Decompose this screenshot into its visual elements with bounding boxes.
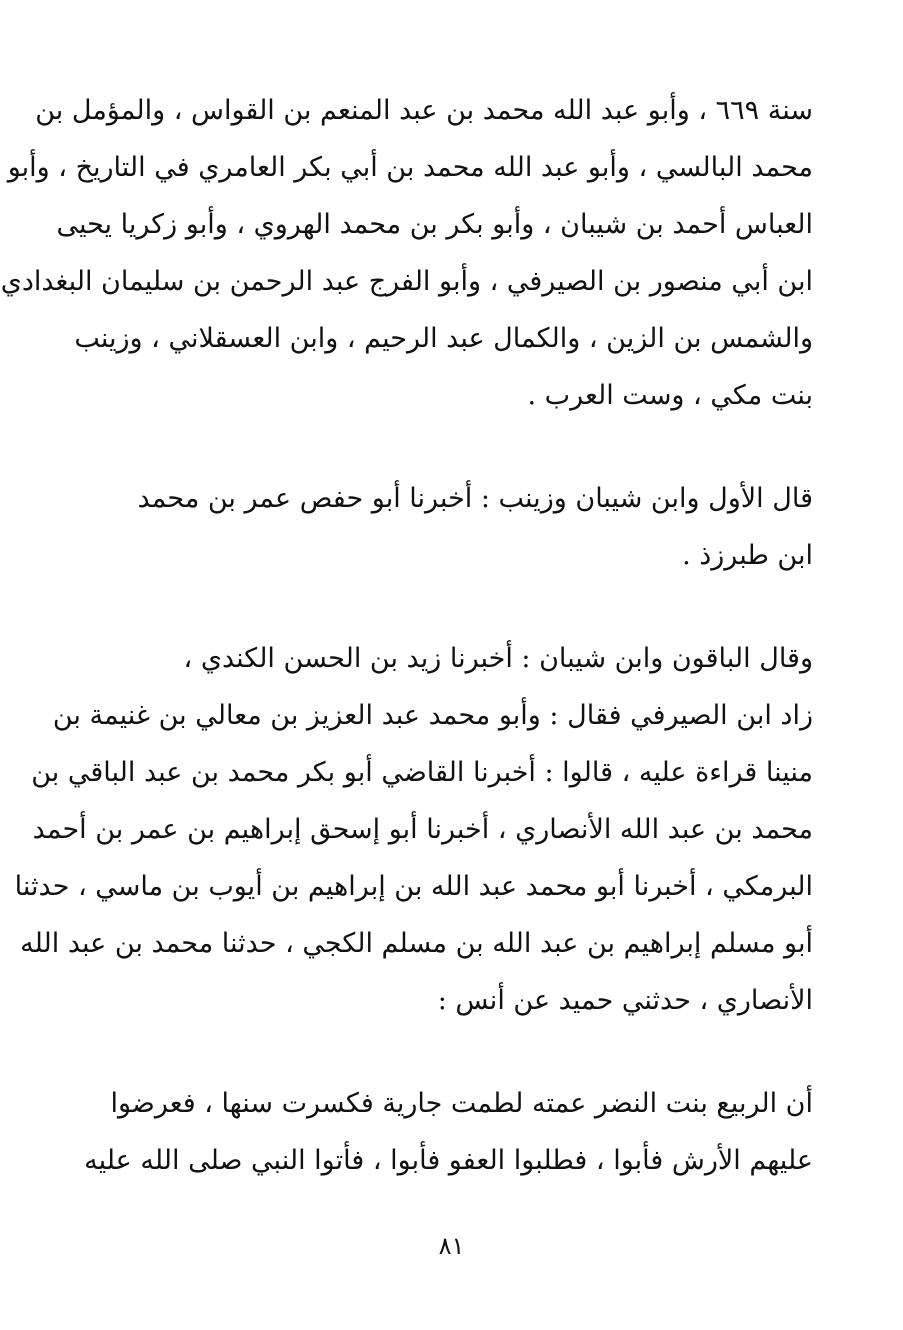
paragraph-4 <box>84 1075 813 1189</box>
text-line: البرمكي ، أخبرنا أبو محمد عبد الله بن إبراهيم بن أيوب بن ماسي ، حدثنا <box>14 871 813 902</box>
text-line: ابن طبرزذ . <box>682 540 813 571</box>
paragraph-gap <box>100 424 813 470</box>
text-line: الأنصاري ، حدثني حميد عن أنس : <box>437 985 813 1016</box>
page-number: ٨١ <box>438 1232 465 1260</box>
text-line: وقال الباقون وابن شيبان : أخبرنا زيد بن الحسن الكندي ، <box>183 643 813 674</box>
text-line: أبو مسلم إبراهيم بن عبد الله بن مسلم الكجي ، حدثنا محمد بن عبد الله <box>20 928 813 959</box>
text-line: محمد بن عبد الله الأنصاري ، أخبرنا أبو إسحق إبراهيم بن عمر بن أحمد <box>32 814 813 845</box>
text-line: عليهم الأرش فأبوا ، فطلبوا العفو فأبوا ، فأتوا النبي صلى الله عليه <box>84 1145 813 1176</box>
text-line: محمد البالسي ، وأبو عبد الله محمد بن أبي بكر العامري في التاريخ ، وأبو <box>7 152 813 183</box>
text-line: منينا قراءة عليه ، قالوا : أخبرنا القاضي أبو بكر محمد بن عبد الباقي بن <box>31 757 813 788</box>
text-line: قال الأول وابن شيبان وزينب : أخبرنا أبو حفص عمر بن محمد <box>137 483 813 514</box>
text-line: أن الربيع بنت النضر عمته لطمت جارية فكسرت سنها ، فعرضوا <box>110 1088 813 1119</box>
paragraph-3 <box>14 630 813 1029</box>
paragraph-1 <box>0 82 813 424</box>
paragraph-gap <box>100 584 813 630</box>
paragraph-2 <box>100 470 813 584</box>
text-line: والشمس بن الزين ، والكمال عبد الرحيم ، وابن العسقلاني ، وزينب <box>74 323 813 354</box>
text-line: بنت مكي ، وست العرب . <box>527 380 813 411</box>
text-line: العباس أحمد بن شيبان ، وأبو بكر بن محمد الهروي ، وأبو زكريا يحيى <box>56 209 813 240</box>
text-line: ابن أبي منصور بن الصيرفي ، وأبو الفرج عبد الرحمن بن سليمان البغدادي <box>0 266 813 297</box>
paragraph-gap <box>100 1029 813 1075</box>
text-line: سنة ٦٦٩ ، وأبو عبد الله محمد بن عبد المنعم بن القواس ، والمؤمل بن <box>35 95 813 126</box>
text-line: زاد ابن الصيرفي فقال : وأبو محمد عبد العزيز بن معالي بن غنيمة بن <box>52 700 813 731</box>
